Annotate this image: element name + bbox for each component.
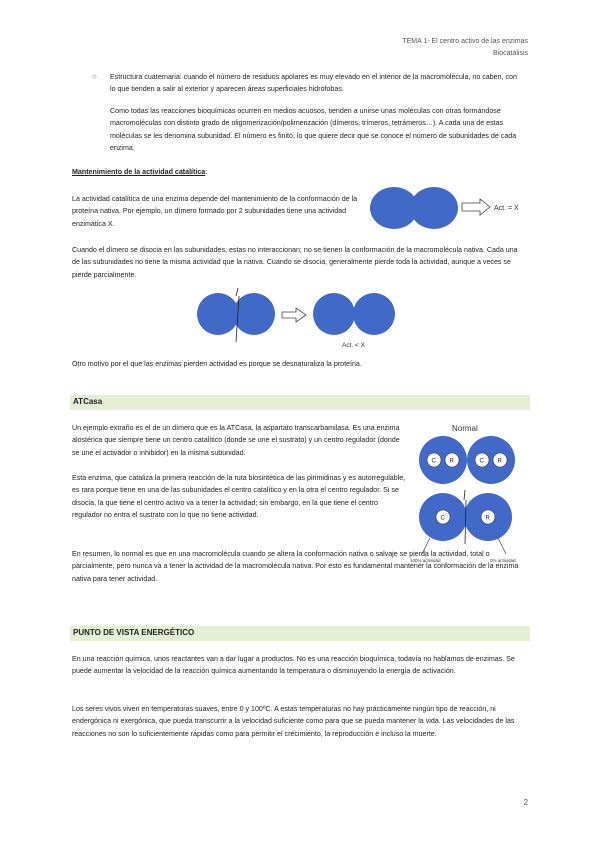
subunidades-paragraph: Como todas las reacciones bioquímicas ocurren en medios acuosos, tienden a unirse unas moléculas con otras formándose macromoléculas con distinto grado de oligomerización/polimerización (dímeros, trímeros, tetrámeros…). A cada una de estas moléculas se les denomina subunidad. El número es finito, lo que quiere decir que se conoce el número de subunidades de cada enzima. — [110, 107, 517, 153]
c-label: C — [479, 458, 484, 465]
estructura-label: Estructura cuaternaria: — [110, 73, 182, 81]
r-label: R — [485, 515, 490, 522]
otro-motivo-paragraph: Otro motivo por el que las enzimas pierden actividad es porque se desnaturaliza la proteína. — [72, 360, 362, 368]
section-title: ATCasa — [73, 397, 103, 406]
atcasa-paragraph-2: Esta enzima, que cataliza la primera reacción de la ruta biosintética de las pirimidinas y es autorregulable, es rara porque tiene en una de las subunidades el centro catalítico y en la otra el centro regulador. Si se disocia, la que tiene el centro activo va a tener la actividad; sin embargo, en la que tiene el centro regulador no entra el sustrato con lo que no tiene actividad. — [72, 474, 406, 520]
subunit-2 — [467, 436, 515, 484]
energia-paragraph-1: En una reacción química, unos reactantes van a dar lugar a productos. No es una reacción bioquímica, todavía no hablamos de enzimas. Se puede aumentar la velocidad de la reacción química aumentando la temperatura o disminuyendo la energía de activación. — [72, 655, 515, 676]
act-x-label: Act. = X — [494, 205, 519, 212]
act-less-x-label: Act. < X — [342, 342, 365, 349]
energia-paragraph-2: Los seres vivos viven en temperaturas suaves, entre 0 y 100ºC. A estas temperaturas no hay prácticamente ningún tipo de reacción, ni endergónica ni exergónica, que pueda transcurrir a la velocidad suficiente como para que se pueda mantener la vida. Las velocidades de las reacciones no son lo suficientemente rápidas como para permitir el crecimiento, la reproducción e incluso la muerte. — [72, 705, 515, 738]
header-subtitle: Biocatálisis — [492, 50, 528, 57]
free-subunit-left — [313, 293, 355, 335]
bullet-icon: ○ — [92, 72, 97, 81]
mantenimiento-colon: : — [205, 168, 208, 176]
page-number: 2 — [523, 798, 528, 807]
r-label: R — [449, 458, 454, 465]
c-label: C — [440, 515, 445, 522]
subunit-right — [410, 187, 458, 229]
activity-0-label: 0% actividad — [490, 558, 516, 563]
section-title: PUNTO DE VISTA ENERGÉTICO — [73, 628, 195, 637]
atcasa-paragraph-1: Un ejemplo extraño es el de un dímero que es la ATCasa, la aspartato transcarbamilasa. Es una enzima alostérica que siempre tiene un centro catalítico (donde se une el sustrato) y un centro regulador (donde se une el activador o inhibidor) en la misma subunidad. — [72, 424, 400, 457]
estructura-paragraph — [110, 71, 520, 96]
native-dimer-diagram — [368, 184, 528, 236]
subunit-1 — [419, 436, 467, 484]
section-heading-atcasa — [70, 395, 530, 410]
arrow-icon — [462, 199, 490, 215]
mantenimiento-heading — [72, 166, 207, 178]
atcasa-paragraph-3: En resumen, lo normal es que en una macromolécula cuando se altera la conformación nativa o salvaje se pierda la actividad, total o parcialmente, pero nunca va a tener la actividad de la macromolécula nativa. Por esto es fundamental mantener la conformación de la enzima nativa para tener actividad. — [72, 550, 519, 583]
mantenimiento-title: Mantenimiento de la actividad catalítica — [72, 168, 206, 176]
disocia-paragraph: Cuando el dímero se disocia en las subunidades, estas no interaccionan; no se tienen la conformación de la macromolécula nativa. Cada una de las subunidades no tiene la misma actividad que la nativa. Cuando se disocia, generalmente pierde toda la actividad, aunque a veces se pierde parcialmente. — [72, 246, 518, 279]
subunit-left — [197, 293, 239, 335]
r-label: R — [497, 458, 502, 465]
arrow-icon — [282, 308, 306, 322]
free-subunit-right — [353, 293, 395, 335]
dissociation-diagram — [196, 286, 396, 352]
header-title: TEMA 1- El centro activo de las enzimas — [402, 38, 528, 45]
section-heading-energetico — [70, 626, 530, 641]
activity-100-label: 100% actividad — [410, 558, 441, 563]
subunit-right — [233, 293, 275, 335]
normal-label: Normal — [452, 424, 478, 433]
actividad-paragraph: La actividad catalítica de una enzima depende del mantenimiento de la conformación de la proteína nativa. Por ejemplo, un dímero formado por 2 subunidades tiene una actividad enzimática X. — [72, 195, 358, 228]
estructura-text: cuando el número de residuos apolares es muy elevado en el interior de la macromolécula, no caben, con lo que tienden a salir al exterior y aparecen áreas superficiales hidrófobas. — [110, 73, 517, 94]
c-label: C — [431, 458, 436, 465]
running-header — [402, 36, 528, 60]
atcasa-diagram — [408, 420, 533, 566]
